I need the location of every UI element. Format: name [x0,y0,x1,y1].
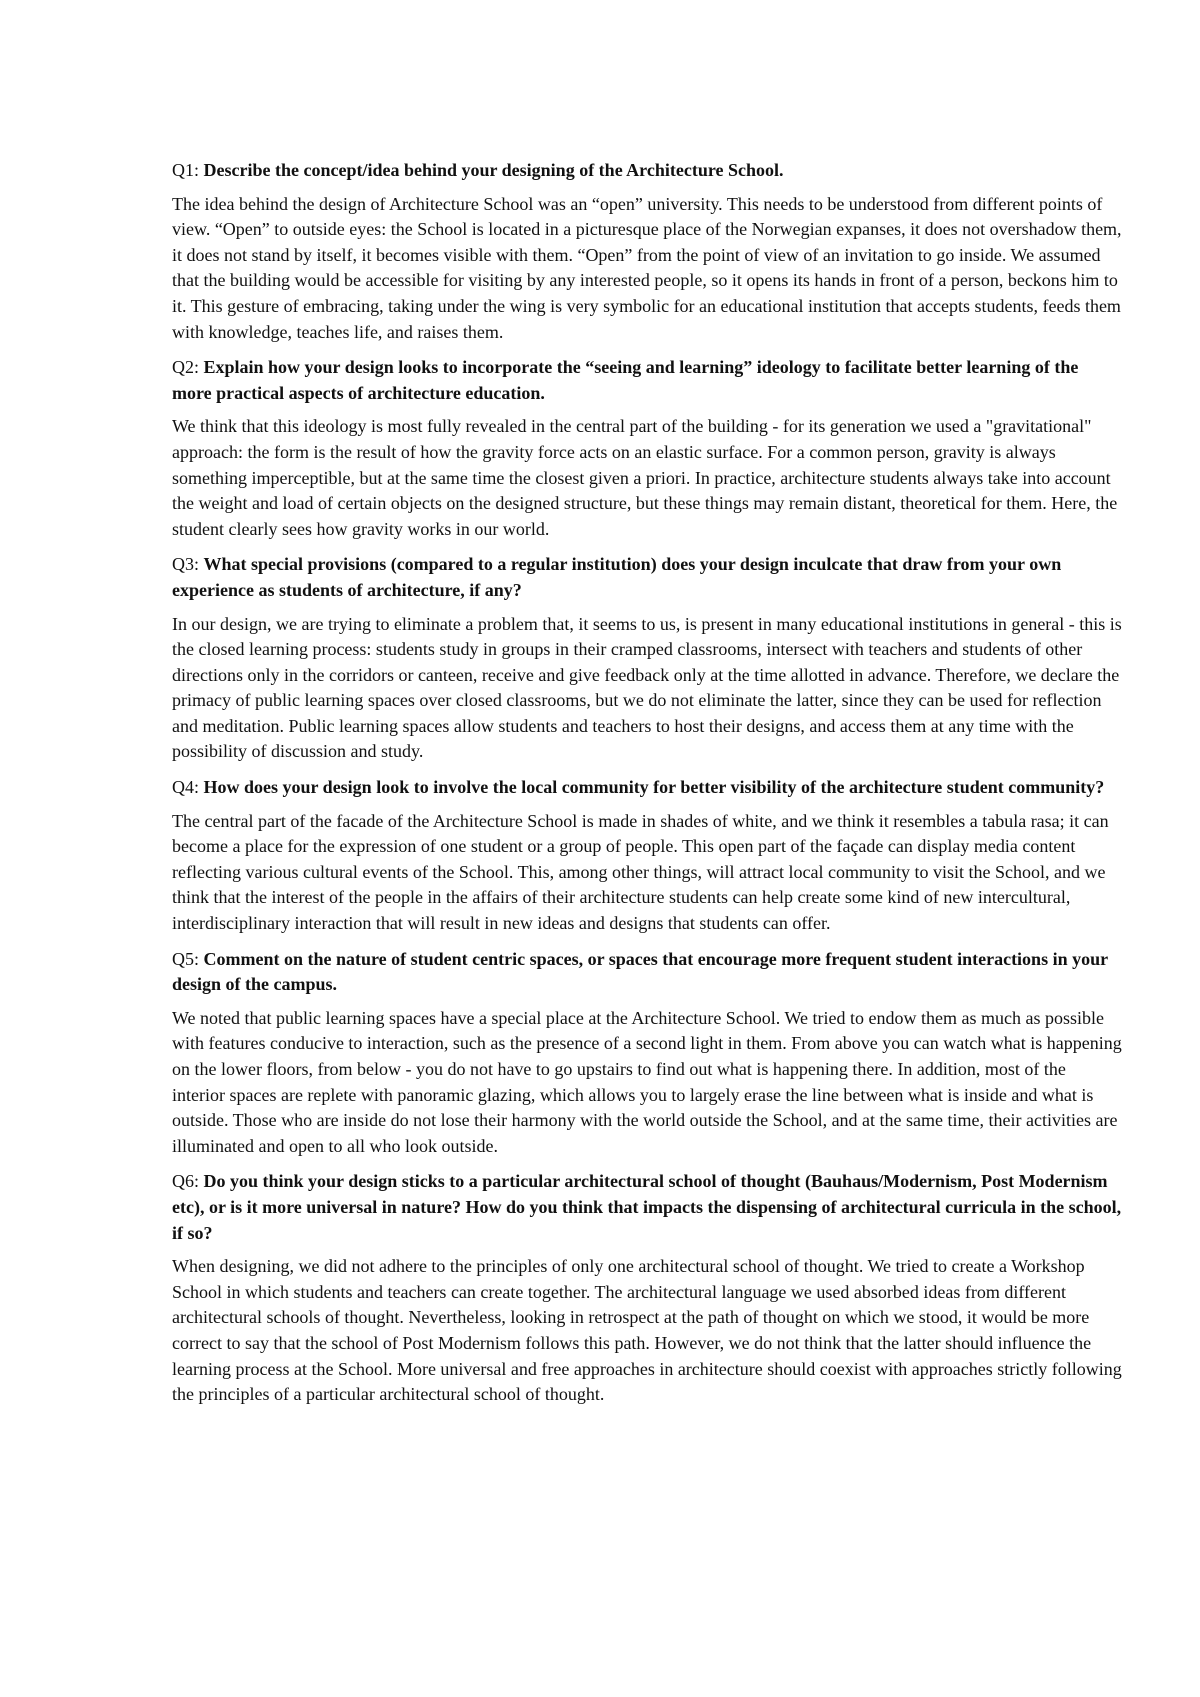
question-label: Q2: [172,357,199,378]
qa-item-5 [172,947,1122,1160]
question-text: Comment on the nature of student centric spaces, or spaces that encourage more frequent student interactions in your design of the campus. [172,948,1108,995]
question-label: Q1: [172,160,199,180]
qa-item-1 [172,158,1122,345]
question-label: Q5: [172,948,199,969]
question-1 [172,158,1122,184]
question-text: Do you think your design sticks to a particular architectural school of thought (Bauhaus/Modernism, Post Modernism etc), or is it more universal in nature? How do you think that impacts the dispensing of architectural curricula in the school, if so? [172,1171,1122,1243]
question-text: Explain how your design looks to incorporate the “seeing and learning” ideology to facilitate better learning of the more practical aspects of architecture education. [172,357,1079,403]
qa-item-6 [172,1169,1122,1407]
document-page [172,158,1122,1418]
answer-1: The idea behind the design of Architecture School was an “open” university. This needs to be understood from different points of view. “Open” to outside eyes: the School is located in a picturesque place of the Norwegian expanses, it does not overshadow them, it does not stand by itself, it becomes visible with them. “Open” from the point of view of an invitation to go inside. We assumed that the building would be accessible for visiting by any interested people, so it opens its hands in front of a person, beckons him to it. This gesture of embracing, taking under the wing is very symbolic for an educational institution that accepts students, feeds them with knowledge, teaches life, and raises them. [172,193,1122,342]
qa-item-4 [172,775,1122,937]
answer-6: When designing, we did not adhere to the principles of only one architectural school of thought. We tried to create a Workshop School in which students and teachers can create together. The architectural language we used absorbed ideas from different architectural schools of thought. Nevertheless, looking in retrospect at the path of thought on which we stood, it would be more correct to say that the school of Post Modernism follows this path. However, we do not think that the latter should influence the learning process at the School. More universal and free approaches in architecture should coexist with approaches strictly following the principles of a particular architectural school of thought. [172,1256,1122,1405]
question-4 [172,775,1122,801]
question-6 [172,1169,1122,1246]
question-5 [172,947,1122,998]
question-label: Q6: [172,1171,199,1192]
answer-2: We think that this ideology is most fully revealed in the central part of the building - for its generation we used a "gravitational" approach: the form is the result of how the gravity force acts on an elastic surface. For a common person, gravity is always something imperceptible, but at the same time the closest given a priori. In practice, architecture students always take into account the weight and load of certain objects on the designed structure, but these things may remain distant, theoretical for them. Here, the student clearly sees how gravity works in our world. [172,416,1118,539]
question-text: How does your design look to involve the local community for better visibility of the architecture student community? [203,777,1105,798]
question-text: Describe the concept/idea behind your designing of the Architecture School. [203,160,784,180]
qa-item-2 [172,355,1122,542]
answer-4: The central part of the facade of the Architecture School is made in shades of white, and we think it resembles a tabula rasa; it can become a place for the expression of one student or a group of people. This open part of the façade can display media content reflecting various cultural events of the School. This, among other things, will attract local community to visit the School, and we think that the interest of the people in the affairs of their architecture students can help create some kind of new intercultural, interdisciplinary interaction that will result in new ideas and designs that students can offer. [172,810,1109,934]
question-label: Q3: [172,554,199,575]
answer-5: We noted that public learning spaces have a special place at the Architecture School. We tried to endow them as much as possible with features conducive to interaction, such as the presence of a second light in them. From above you can watch what is happening on the lower floors, from below - you do not have to go upstairs to find out what is happening there. In addition, most of the interior spaces are replete with panoramic glazing, which allows you to largely erase the line between what is inside and what is outside. Those who are inside do not lose their harmony with the world outside the School, and at the same time, their activities are illuminated and open to all who look outside. [172,1007,1122,1156]
question-label: Q4: [172,777,199,798]
question-text: What special provisions (compared to a regular institution) does your design inculcate that draw from your own experience as students of architecture, if any? [172,554,1062,600]
question-3 [172,552,1122,603]
answer-3: In our design, we are trying to eliminate a problem that, it seems to us, is present in many educational institutions in general - this is the closed learning process: students study in groups in their cramped classrooms, intersect with teachers and students of other directions only in the corridors or canteen, receive and give feedback only at the time allotted in advance. Therefore, we declare the primacy of public learning spaces over closed classrooms, but we do not eliminate the latter, since they can be used for reflection and meditation. Public learning spaces allow students and teachers to host their designs, and access them at any time with the possibility of discussion and study. [172,613,1122,762]
qa-item-3 [172,552,1122,765]
question-2 [172,355,1122,406]
